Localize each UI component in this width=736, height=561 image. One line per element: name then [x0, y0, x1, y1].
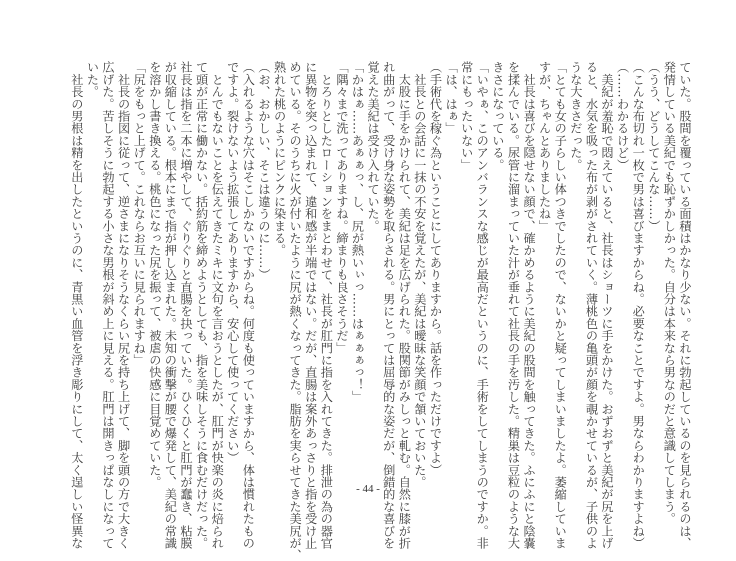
text-line: （こんな布切れ一枚で男は喜びますからね。必要なことですよ。男ならわかりますよね）: [631, 61, 646, 549]
text-line: 「とても女の子らしい体つきでしたので、ないかと疑ってしまいましたよ。萎縮していま: [553, 61, 568, 549]
text-line: （お、おかしい、そこは違うのに……）: [256, 61, 271, 281]
text-line: （手術代を稼ぐ為ということにしてありますから。話を作っただけですよ）: [428, 61, 443, 476]
text-line: 社長との会話に一抹の不安を覚えたが、美紀は曖昧な笑顔で頷いておいた。: [412, 61, 427, 488]
text-line: 「は、はぁ」: [444, 61, 459, 135]
text-line: 社長は喜びを隠せない顔で、確かめるように美紀の股間を触ってきた。ふにふにと陰嚢: [522, 61, 537, 549]
text-line: 「隅々まで洗ってありますね。締まりも良さそうだ」: [334, 61, 349, 354]
text-line: （入れるような穴はそこしかないですからね。何度も使っていますから、体は慣れたもの: [241, 61, 256, 549]
text-line: 社長は指を二本に増やして、ぐりぐりと直腸を抉っていた。ひくひくと肛門が蠢き、粘膜: [179, 61, 193, 549]
text-line: 熟れた桃のようにピンクに染まる。: [272, 61, 287, 257]
text-line: れ曲がって、受け身な姿勢を取らされる。男にとっては屈辱的な姿だが、倒錯的な喜びを: [381, 61, 396, 549]
text-line: めている。そのうちに火が付いたように尻が熱くなってきた。脂肪を実らせてきた美尻が、: [288, 61, 303, 561]
text-line: うな大きさだった。: [568, 61, 583, 171]
text-line: に異物を突っ込まれて、違和感が半端ではない。だが、直腸は案外あっさりと指を受け止: [303, 61, 318, 549]
text-line: 「尻をもっと上げて。これならお互いに見られますね」: [132, 61, 147, 366]
text-line: とろりとしたローションをまとわせて、社長が肛門に指を入れてきた。排泄の為の器官: [319, 61, 334, 549]
text-line: を揉んでいる。尿管に溜まっていた汁が垂れて社長の手を汚した。精巣は豆粒のような大: [506, 61, 521, 549]
text-line: とんでもないことを伝えてきたミキに文句を言おうとしたが、肛門が快楽の炎に焙られ: [210, 61, 225, 549]
text-line: （うう、どうしてこんな……）: [646, 61, 661, 232]
text-line: 社長の指図に従って、逆さまになりそうなくらい尻を持ち上げて、脚を頭の方で大きく: [116, 61, 131, 550]
text-line: を溶かし書き換える。桃色になった尻を振って、被虐の快感に目覚めていた。: [147, 61, 162, 488]
text-line: いた。: [85, 61, 100, 98]
text-line: 美紀が羞恥で悶えていると、社長はショーツに手をかけた。おずおずと美紀が尻を上げ: [600, 61, 615, 549]
text-line: 太股に手をかけられて、美紀は足を広げられた。股関節がみしっと軋む。自然に膝が折: [397, 61, 412, 549]
text-line: ですよ。裂けないよう拡張してありますから、安心して使ってください）: [225, 61, 240, 464]
text-line: 社長の男根は精を出したというのに、青黒い血管を浮き彫りにして、太く逞しい怪異な: [69, 61, 84, 549]
text-line: 覚えた美紀は受け入れていた。: [366, 61, 381, 232]
text-line: 発情している美紀でも恥ずかしかった。自分は本来なら男なのだと意識してしまう。: [662, 61, 677, 525]
text-line: が収縮している。根本にまで指が押し込まれた。未知の衝撃が腰で爆発して、美紀の常識: [163, 61, 178, 549]
text-line: きさになっている。: [490, 61, 505, 171]
text-line: ていた。股間を覆っている面積はかなり少ない。それに勃起しているのを見られるのは、: [678, 61, 692, 549]
page-number: - 44 -: [356, 483, 380, 495]
text-line: 常にもったいない」: [459, 61, 474, 171]
text-line: 「いやぁ、このアンバランスな感じが最高だというのに、手術をしてしまうのですか。非: [475, 61, 490, 549]
text-line: 「かはぁ……あぁぁっ、し、尻が熱いぃっ……はぁぁぁっ！」: [350, 61, 365, 403]
text-line: ると、水気を吸った布が剥がされていく。薄桃色の亀頭が顔を覗かせているが、子供のよ: [584, 61, 599, 549]
text-line: 広げた。苦しそうに勃起する小さな男根が斜め上に見える。肛門は開きっぱなしになって: [101, 61, 116, 549]
text-line: すが、ちゃんとありましたね」: [537, 61, 552, 232]
text-line: （……わかるけど）: [615, 61, 630, 171]
text-line: て頭が正常に働かない。括約筋を締めようとしても、指を美味しそうに食むだけだった。: [194, 61, 209, 549]
